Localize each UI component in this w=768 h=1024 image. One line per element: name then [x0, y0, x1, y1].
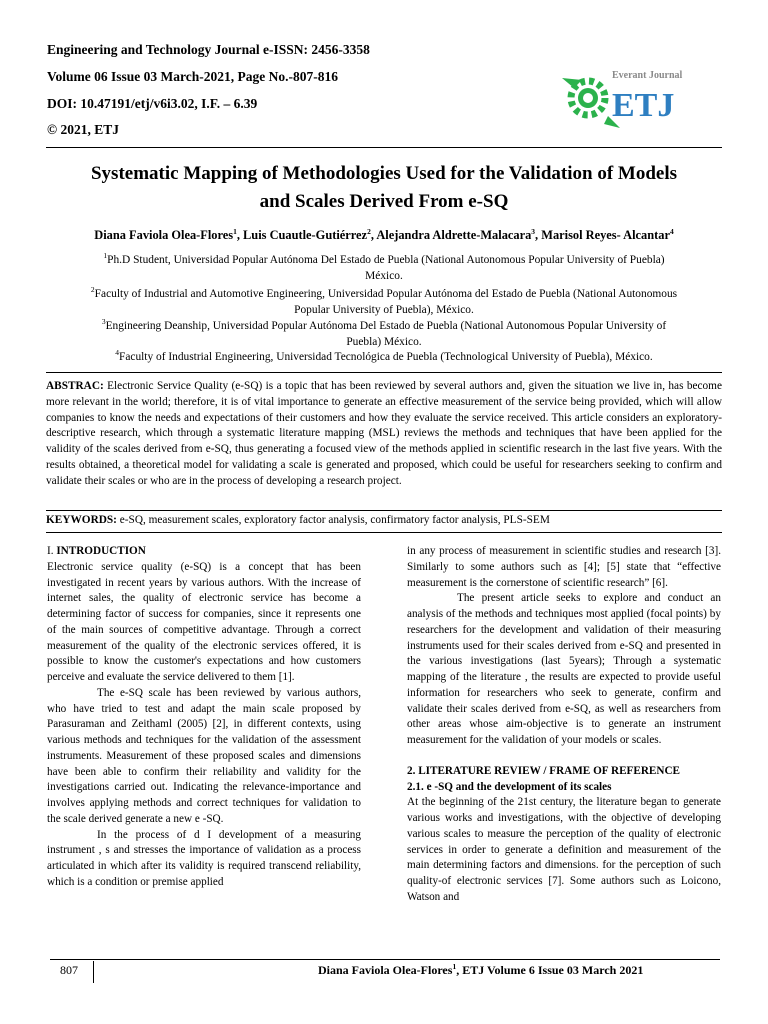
author-name: Diana Faviola Olea-Flores — [94, 228, 234, 242]
body-paragraph: Electronic service quality (e-SQ) is a concept that has been investigated in recent years by various authors. With the increase of internet sales, the quality of electronic service has become a determining factor of success for companies, since it represents one of the main sources of competitive advantage. Through a correct measurement of the quality of the electronic services offered, it is possible to know the customer's expectations and how customers perceive and evaluate the service delivered to them [1]. — [47, 560, 361, 683]
keywords-top-rule — [46, 510, 722, 511]
footer-divider — [93, 961, 94, 983]
section-2-1-heading: 2.1. e -SQ and the development of its scales — [407, 780, 612, 793]
affiliation-4: $^4$Faculty of Industrial Engineering, Universidad Tecnológica de Puebla (Technological University of Puebla), México. — [115, 348, 653, 363]
keywords-bottom-rule — [46, 532, 722, 533]
affiliation-2: $^2$Faculty of Industrial and Automotive Engineering, Universidad Popular Autónoma del Estado de Puebla (National Autonomous Popular University of Puebla), México. — [90, 285, 678, 316]
right-paragraphs — [407, 544, 721, 749]
section-2-1-text: At the beginning of the 21st century, the literature began to generate various works and investigations, with the objective of developing various scales to measure the perception of the quality of electronic services in order to generate a definition and measurement of the main determining factors and dimensions. for the perception of such quality-of electronic services [7]. Some authors such as Loicono, Watson and — [407, 796, 721, 903]
abstract — [46, 379, 722, 490]
body-paragraph: in any process of measurement in scientific studies and research [3]. Similarly to some authors such as [4]; [5] state that “effective measurement is the cornerstone of scientific research” [6]. — [407, 545, 721, 589]
affiliation-3: $^3$Engineering Deanship, Universidad Popular Autónoma Del Estado de Puebla (National Autonomous Popular University of Puebla) México. — [101, 317, 667, 348]
etj-logo — [560, 58, 710, 138]
footer-rule — [50, 959, 720, 960]
abstract-label: ABSTRAC: — [46, 380, 104, 392]
right-column — [407, 544, 721, 906]
logo-caption: Everant Journal — [612, 70, 683, 81]
journal-name-line: Engineering and Technology Journal e-ISSN: 2456-3358 — [47, 42, 370, 57]
section-1-heading: I. INTRODUCTION — [47, 545, 146, 557]
body-paragraph: The present article seeks to explore and conduct an analysis of the methods and techniques most applied (focal points) by researchers for the development and validation of their measuring instruments used for their scales derived from e-SQ and presented in the various investigations (last 5years); Through a systematic mapping of the literature , the results are expected to provide useful information for researchers who seek to generate, confirm and validate their scales derived from e-SQ, as well as researchers from other areas whose aim-objective is to generate an instrument measurement for the validation of your models or scales. — [407, 592, 721, 746]
keywords-label: KEYWORDS: — [46, 514, 117, 526]
body-paragraph: In the process of d I development of a measuring instrument , s and stresses the importance of validation as a process articulated in which after its validity is required transcend reliability, which is a condition or premise applied — [47, 828, 361, 888]
keywords — [46, 514, 722, 526]
author-affiliation-mark: 2 — [367, 226, 371, 236]
paper-title — [50, 160, 718, 216]
logo-wordmark: ETJ — [612, 87, 675, 124]
page-number: 807 — [60, 963, 78, 977]
author-affiliation-mark: 3 — [531, 226, 536, 236]
title-line-1: Systematic Mapping of Methodologies Used for the Validation of Models — [90, 163, 677, 184]
doi-line: DOI: 10.47191/etj/v6i3.02, I.F. – 6.39 — [47, 96, 258, 111]
abstract-top-rule — [46, 372, 722, 373]
author-name: Alejandra Aldrette-Malacara — [376, 228, 532, 242]
author-affiliation-mark: 4 — [669, 226, 674, 236]
affiliation-1: $^1$Ph.D Student, Universidad Popular Autónoma Del Estado de Puebla (National Autonomous Popular University of Puebla) México. — [103, 251, 665, 282]
left-column — [47, 544, 361, 891]
section-2-heading: 2. LITERATURE REVIEW / FRAME OF REFERENCE — [407, 764, 680, 777]
copyright-line: © 2021, ETJ — [47, 122, 119, 137]
header-rule — [46, 147, 722, 148]
keywords-text: e-SQ, measurement scales, exploratory factor analysis, confirmatory factor analysis, PLS-SEM — [116, 514, 550, 526]
author-affiliation-mark: 1 — [233, 226, 237, 236]
author-name: Luis Cuautle-Gutiérrez — [243, 228, 368, 242]
author-list: Diana Faviola Olea-Flores$^1$, Luis Cuautle-Gutiérrez$^2$, Alejandra Aldrette-Malacara$^3$, Marisol Reyes- Alcantar$^4$ — [94, 226, 674, 242]
left-paragraphs — [47, 560, 361, 891]
title-line-2: and Scales Derived From e-SQ — [259, 191, 509, 212]
abstract-text: Electronic Service Quality (e-SQ) is a topic that has been reviewed by several authors and, given the situation we live in, has become more relevant in the world; therefore, it is of vital importance to generate an effective measurement of the service being provided, which will allow companies to know the needs and expectations of their customers and how they evaluate the service received. This article considers an exploratory-descriptive research, which through a systematic literature mapping (MSL) reviews the methods and techniques that have been applied for the validity of the scales derived from e-SQ, thus generating a focused view of the methods applied in scientific research in the last five years. With the results obtained, a theoretical model for validating a scale is generated and proposed, which could be useful for researchers seeking to confirm and validate their scales or who are in the process of developing a research project. — [46, 380, 722, 487]
footer-citation: Diana Faviola Olea-Flores$^1$, ETJ Volume 6 Issue 03 March 2021 — [318, 962, 644, 977]
author-name: Marisol Reyes- Alcantar — [541, 228, 670, 242]
body-paragraph: The e-SQ scale has been reviewed by various authors, who have tried to test and adapt the main scale proposed by Parasuraman and Zeithaml (2005) [2], in different contexts, using various methods and techniques for the validation of the assessment instruments. Measurement of these proposed scales and dimensions have been able to confirm their reliability and validity for the investigations carried out. Indicating the relevance-importance and involves applying methods and correct techniques for validation to the scale derived generate a new e -SQ. — [47, 686, 361, 825]
volume-line: Volume 06 Issue 03 March-2021, Page No.-807-816 — [47, 69, 338, 84]
